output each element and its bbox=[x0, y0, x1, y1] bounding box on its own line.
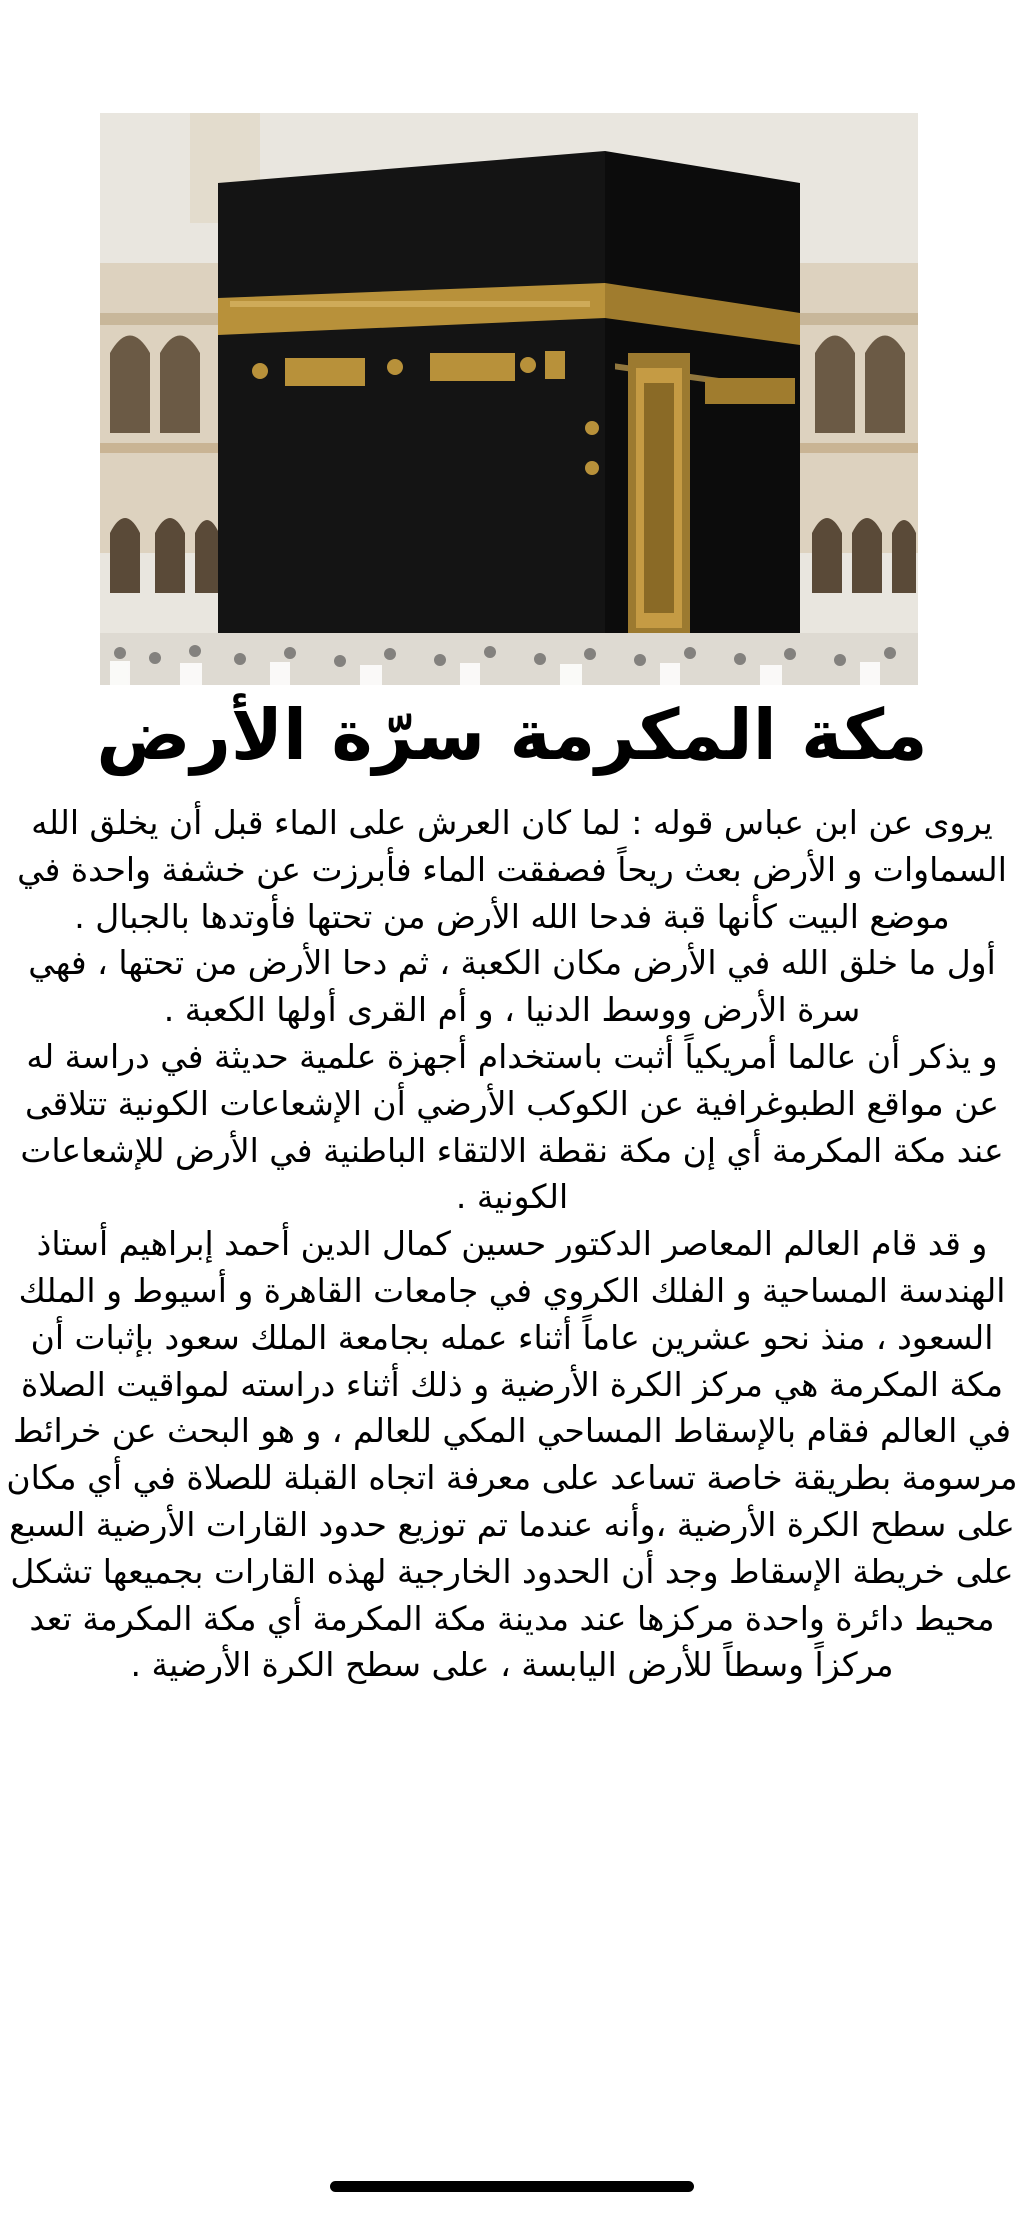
kaaba-photo bbox=[100, 113, 918, 685]
paragraph: يروى عن ابن عباس قوله : لما كان العرش على الماء قبل أن يخلق الله السماوات و الأرض بعث ريحاً فصفقت الماء فأبرزت عن خشفة واحدة في موضع البيت كأنها قبة فدحا الله الأرض من تحتها فأوتدها بالجبال . bbox=[17, 803, 1007, 936]
article-body bbox=[0, 800, 1024, 1689]
kaaba-illustration bbox=[100, 113, 918, 685]
paragraph: و يذكر أن عالما أمريكياً أثبت باستخدام أجهزة علمية حديثة في دراسة له عن مواقع الطبوغرافية عن الكوكب الأرضي أن الإشعاعات الكونية تتلاقى عند مكة المكرمة أي إن مكة نقطة الالتقاء الباطنية في الأرض للإشعاعات الكونية . bbox=[20, 1036, 1004, 1217]
paragraph: و قد قام العالم المعاصر الدكتور حسين كمال الدين أحمد إبراهيم أستاذ الهندسة المساحية و الفلك الكروي في جامعات القاهرة و أسيوط و الملك السعود ، منذ نحو عشرين عاماً أثناء عمله بجامعة الملك سعود بإثبات أن مكة المكرمة هي مركز الكرة الأرضية و ذلك أثناء دراسته لمواقيت الصلاة في العالم فقام بالإسقاط المساحي المكي للعالم ، و هو البحث عن خرائط مرسومة بطريقة خاصة تساعد على معرفة اتجاه القبلة للصلاة في أي مكان على سطح الكرة الأرضية ،وأنه عندما تم توزيع حدود القارات الأرضية السبع على خريطة الإسقاط وجد أن الحدود الخارجية لهذه القارات بجميعها تشكل محيط دائرة واحدة مركزها عند مدينة مكة المكرمة أي مكة المكرمة تعد مركزاً وسطاً للأرض اليابسة ، على سطح الكرة الأرضية . bbox=[6, 1224, 1018, 1685]
article-title: مكة المكرمة سرّة الأرض bbox=[96, 694, 928, 776]
paragraph: أول ما خلق الله في الأرض مكان الكعبة ، ثم دحا الأرض من تحتها ، فهي سرة الأرض ووسط الدنيا ، و أم القرى أولها الكعبة . bbox=[28, 943, 996, 1030]
home-indicator[interactable] bbox=[330, 2181, 694, 2192]
